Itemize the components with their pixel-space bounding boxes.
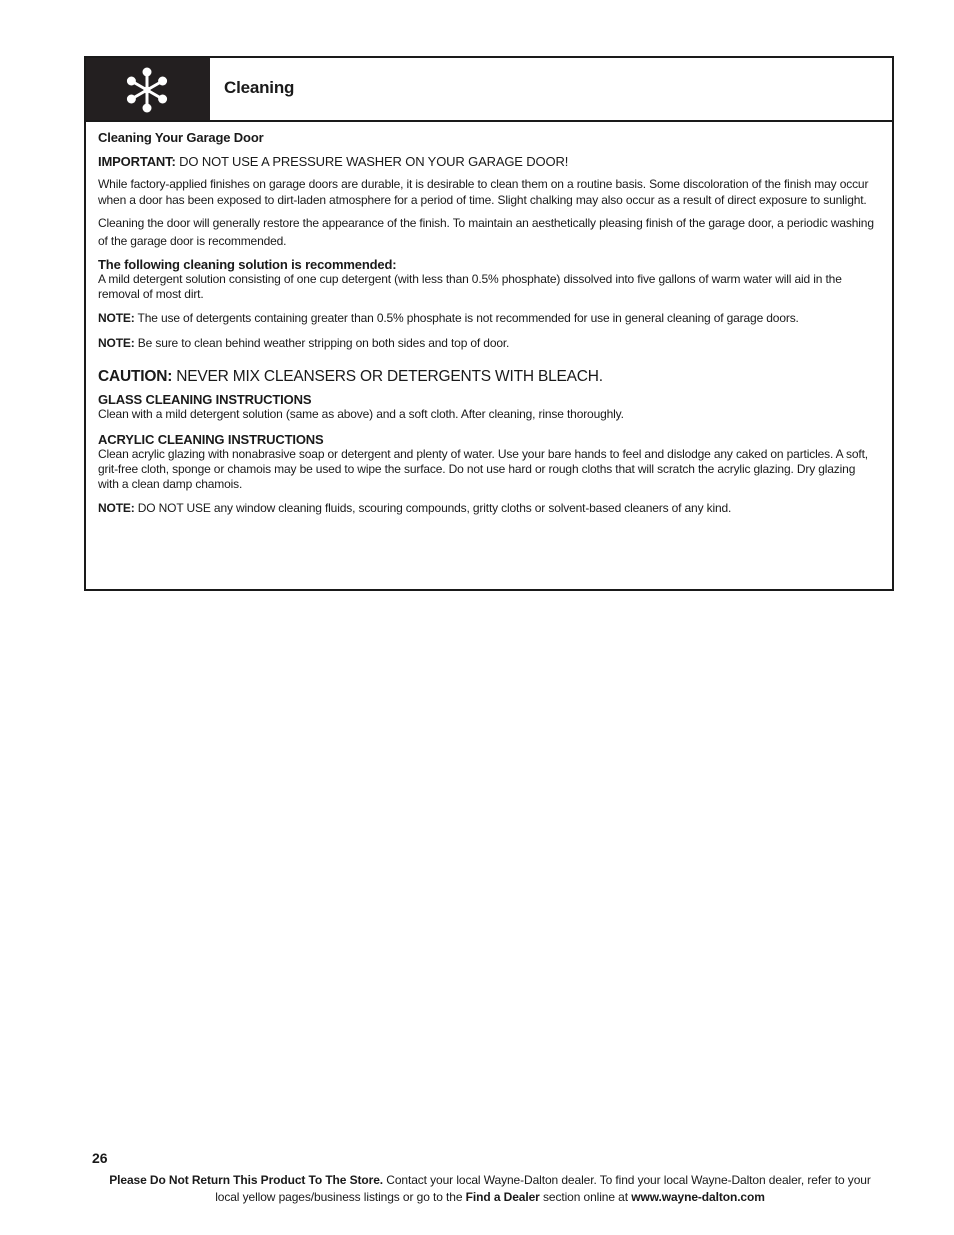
section-header	[86, 58, 892, 122]
glass-heading: GLASS CLEANING INSTRUCTIONS	[98, 392, 312, 407]
footer-notice	[100, 1172, 880, 1206]
glass-text: Clean with a mild detergent solution (same as above) and a soft cloth. After cleaning, rinse thoroughly.	[98, 407, 624, 421]
acrylic-heading: ACRYLIC CLEANING INSTRUCTIONS	[98, 432, 324, 447]
solution-text: A mild detergent solution consisting of one cup detergent (with less than 0.5% phosphate) dissolved into five gallons of warm water will aid in the removal of most dirt.	[98, 272, 842, 301]
footer-section-text: section online at	[539, 1190, 632, 1204]
snowflake-asterisk-icon	[124, 67, 170, 113]
note-label: NOTE:	[98, 501, 135, 515]
footer-contact-text: Contact your local Wayne-Dalton dealer. To find your local Wayne-Dalton dealer, refer to your local yellow pages/business listings or go to the	[215, 1173, 871, 1204]
note-weather-stripping	[98, 335, 878, 351]
website-url: www.wayne-dalton.com	[631, 1190, 765, 1204]
page-number: 26	[92, 1150, 108, 1166]
section-title: Cleaning	[224, 78, 295, 97]
note-cleaners	[98, 500, 878, 516]
caution-text: NEVER MIX CLEANSERS OR DETERGENTS WITH BLEACH.	[172, 368, 603, 385]
caution-label: CAUTION:	[98, 368, 173, 385]
solution-heading: The following cleaning solution is recommended:	[98, 257, 397, 272]
note-label: NOTE:	[98, 311, 135, 325]
find-a-dealer-text: Find a Dealer	[465, 1190, 540, 1204]
cleaning-section-box	[84, 56, 894, 591]
section-content	[98, 130, 878, 516]
section-icon-box	[86, 58, 210, 120]
important-text: DO NOT USE A PRESSURE WASHER ON YOUR GARAGE DOOR!	[175, 154, 569, 169]
caution-notice	[98, 367, 878, 386]
note-text: The use of detergents containing greater than 0.5% phosphate is not recommended for use in general cleaning of garage doors.	[134, 311, 799, 325]
paragraph-finish: While factory-applied finishes on garage doors are durable, it is desirable to clean them on a routine basis. Some discoloration of the finish may occur when a door has been exposed to dirt-laden atmosphere for a period of time. Slight chalking may also occur as a result of direct exposure to sunlight.	[98, 177, 869, 207]
paragraph-restore: Cleaning the door will generally restore the appearance of the finish. To maintain an aesthetically pleasing finish of the garage door, a periodic washing of the garage door is recommended.	[98, 216, 874, 248]
important-notice	[98, 154, 878, 170]
important-label: IMPORTANT:	[98, 154, 176, 169]
note-text: Be sure to clean behind weather stripping on both sides and top of door.	[134, 336, 510, 350]
footer-return-warning: Please Do Not Return This Product To The Store.	[109, 1173, 384, 1187]
note-text: DO NOT USE any window cleaning fluids, scouring compounds, gritty cloths or solvent-based cleaners of any kind.	[134, 501, 732, 515]
cleaning-heading: Cleaning Your Garage Door	[98, 130, 264, 145]
acrylic-text: Clean acrylic glazing with nonabrasive soap or detergent and plenty of water. Use your bare hands to feel and dislodge any caked on particles. A soft, grit-free cloth, sponge or chamois may be used to wipe the surface. Do not use hard or rough cloths that will scratch the acrylic glazing. Dry glazing with a clean damp chamois.	[98, 447, 868, 491]
note-phosphate	[98, 310, 878, 326]
note-label: NOTE:	[98, 336, 135, 350]
